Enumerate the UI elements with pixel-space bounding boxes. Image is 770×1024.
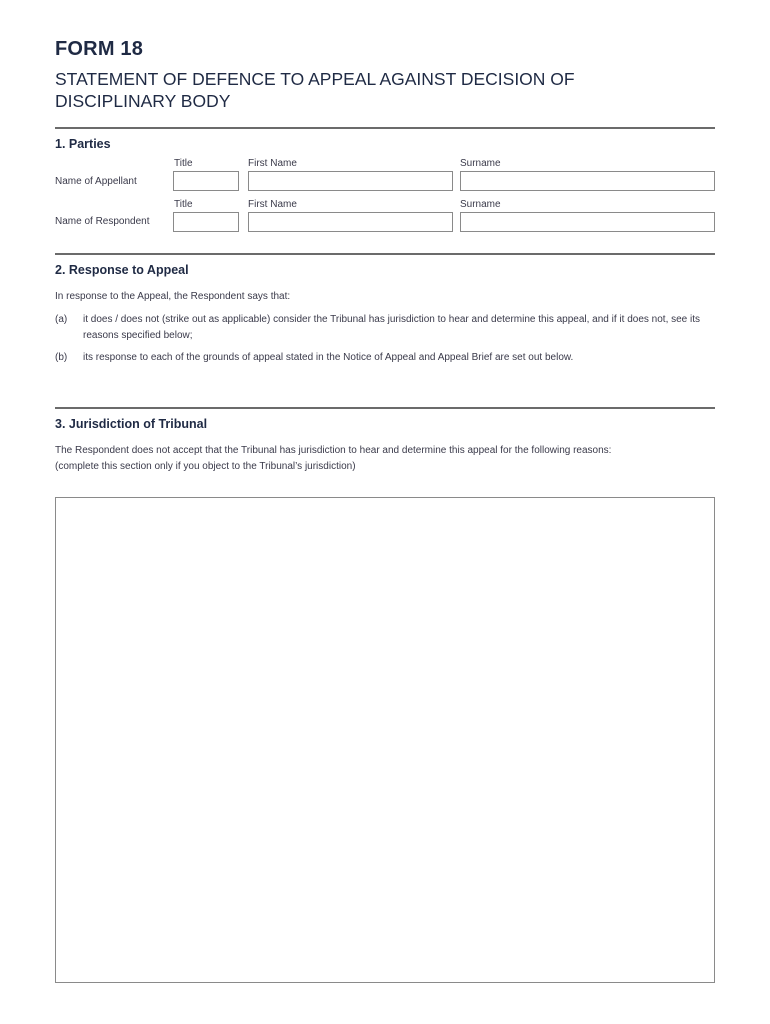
section-heading-parties: 1. Parties (55, 137, 111, 151)
section-divider-3 (55, 407, 715, 409)
response-item-a-text: it does / does not (strike out as applicable) consider the Tribunal has jurisdiction to hear and determine this appeal, and if it does not, see its reasons specified below; (83, 314, 701, 341)
response-item-b-text: its response to each of the grounds of appeal stated in the Notice of Appeal and Appeal Brief are set out below. (83, 352, 574, 363)
respondent-row-label: Name of Respondent (55, 216, 150, 227)
respondent-surname-label: Surname (460, 199, 501, 210)
jurisdiction-instruction-text: The Respondent does not accept that the Tribunal has jurisdiction to hear and determine this appeal for the following reasons: (55, 445, 612, 456)
appellant-surname-label: Surname (460, 158, 501, 169)
response-intro-text: In response to the Appeal, the Respondent says that: (55, 291, 291, 302)
section-divider-2 (55, 253, 715, 255)
appellant-title-label: Title (174, 158, 193, 169)
response-item-a-marker: (a) (55, 314, 68, 325)
appellant-row-label: Name of Appellant (55, 176, 137, 187)
respondent-title-label: Title (174, 199, 193, 210)
appellant-first-name-field[interactable] (248, 171, 453, 191)
appellant-surname-field[interactable] (460, 171, 715, 191)
appellant-first-name-label: First Name (248, 158, 297, 169)
jurisdiction-reasons-textarea[interactable] (55, 497, 715, 983)
section-heading-response: 2. Response to Appeal (55, 263, 189, 277)
form-title: STATEMENT OF DEFENCE TO APPEAL AGAINST DECISION OF DISCIPLINARY BODY (55, 69, 575, 111)
respondent-first-name-label: First Name (248, 199, 297, 210)
appellant-title-field[interactable] (173, 171, 239, 191)
respondent-first-name-field[interactable] (248, 212, 453, 232)
respondent-title-field[interactable] (173, 212, 239, 232)
form-page (55, 0, 715, 1024)
section-divider-1 (55, 127, 715, 129)
respondent-surname-field[interactable] (460, 212, 715, 232)
form-number: FORM 18 (55, 38, 144, 60)
response-item-b-marker: (b) (55, 352, 68, 363)
jurisdiction-note-text: (complete this section only if you object to the Tribunal’s jurisdiction) (55, 461, 356, 472)
section-heading-jurisdiction: 3. Jurisdiction of Tribunal (55, 417, 208, 431)
